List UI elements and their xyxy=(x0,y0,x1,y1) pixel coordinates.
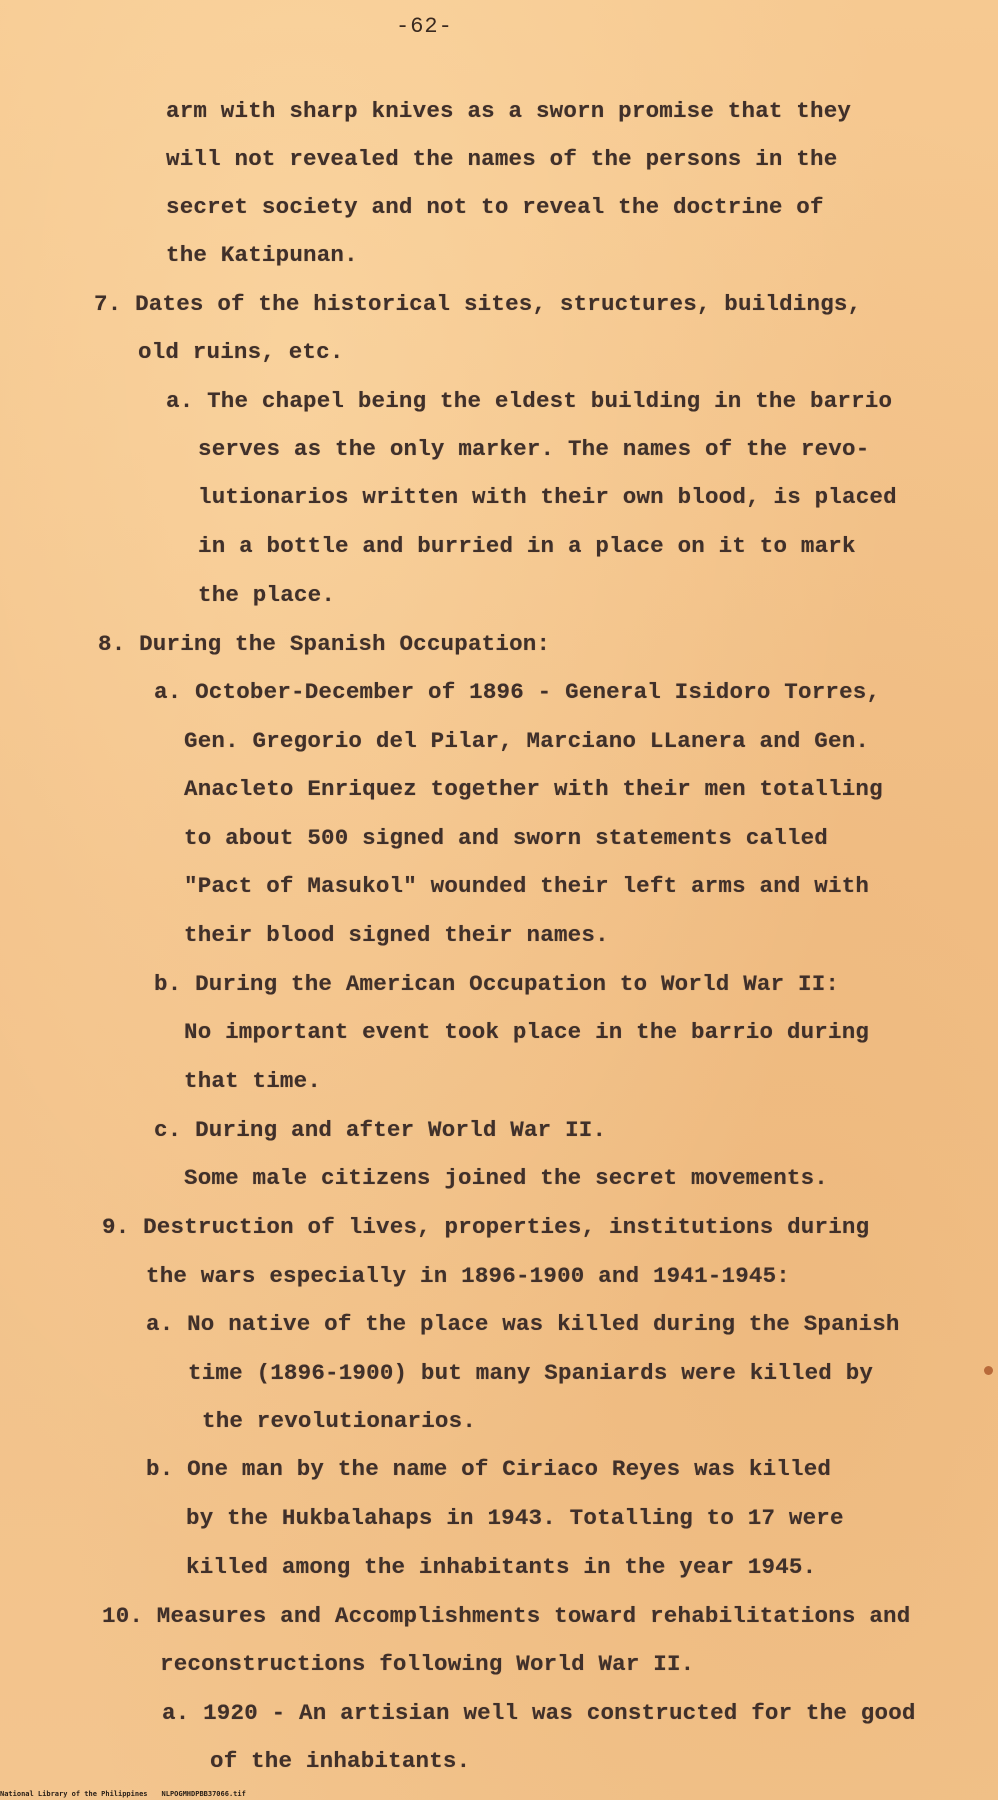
text-line: time (1896-1900) but many Spaniards were killed by xyxy=(188,1360,874,1386)
file-name: NLPOGMHDPBB37066.tif xyxy=(161,1790,246,1798)
text-line: by the Hukbalahaps in 1943. Totalling to 17 were xyxy=(186,1505,844,1531)
text-line: reconstructions following World War II. xyxy=(160,1651,695,1677)
text-line: the place. xyxy=(198,582,336,608)
scan-footer xyxy=(0,1790,246,1798)
text-line: c. During and after World War II. xyxy=(154,1117,607,1143)
library-credit: National Library of the Philippines xyxy=(0,1790,148,1798)
text-line: a. No native of the place was killed during the Spanish xyxy=(146,1311,900,1337)
text-line: 10. Measures and Accomplishments toward rehabilitations and xyxy=(102,1603,911,1629)
text-line: the wars especially in 1896-1900 and 1941-1945: xyxy=(146,1263,791,1289)
text-line: 9. Destruction of lives, properties, institutions during xyxy=(102,1214,870,1240)
text-line: Gen. Gregorio del Pilar, Marciano LLanera and Gen. xyxy=(184,728,870,754)
text-line: their blood signed their names. xyxy=(184,922,609,948)
text-line: to about 500 signed and sworn statements called xyxy=(184,825,829,851)
text-line: "Pact of Masukol" wounded their left arms and with xyxy=(184,873,870,899)
text-line: old ruins, etc. xyxy=(138,339,344,365)
text-line: killed among the inhabitants in the year 1945. xyxy=(186,1554,817,1580)
text-line: serves as the only marker. The names of the revo- xyxy=(198,436,870,462)
text-line: arm with sharp knives as a sworn promise that they xyxy=(166,98,852,124)
text-line: a. October-December of 1896 - General Isidoro Torres, xyxy=(154,679,881,705)
text-line: 8. During the Spanish Occupation: xyxy=(98,631,551,657)
page-number: -62- xyxy=(396,14,453,39)
text-line: b. During the American Occupation to World War II: xyxy=(154,971,840,997)
text-line: a. The chapel being the eldest building in the barrio xyxy=(166,388,893,414)
text-line: b. One man by the name of Ciriaco Reyes was killed xyxy=(146,1456,832,1482)
text-line: that time. xyxy=(184,1068,322,1094)
text-line: No important event took place in the barrio during xyxy=(184,1019,870,1045)
text-line: secret society and not to reveal the doctrine of xyxy=(166,194,824,220)
text-line: Anacleto Enriquez together with their men totalling xyxy=(184,776,883,802)
text-line: a. 1920 - An artisian well was constructed for the good xyxy=(162,1700,916,1726)
text-line: in a bottle and burried in a place on it to mark xyxy=(198,533,856,559)
text-line: lutionarios written with their own blood, is placed xyxy=(198,484,897,510)
text-line: will not revealed the names of the persons in the xyxy=(166,146,838,172)
text-line: the Katipunan. xyxy=(166,242,358,268)
text-line: 7. Dates of the historical sites, structures, buildings, xyxy=(94,291,862,317)
text-line: the revolutionarios. xyxy=(202,1408,477,1434)
text-line: of the inhabitants. xyxy=(210,1748,471,1774)
paper-speck xyxy=(984,1366,993,1375)
text-line: Some male citizens joined the secret movements. xyxy=(184,1165,829,1191)
